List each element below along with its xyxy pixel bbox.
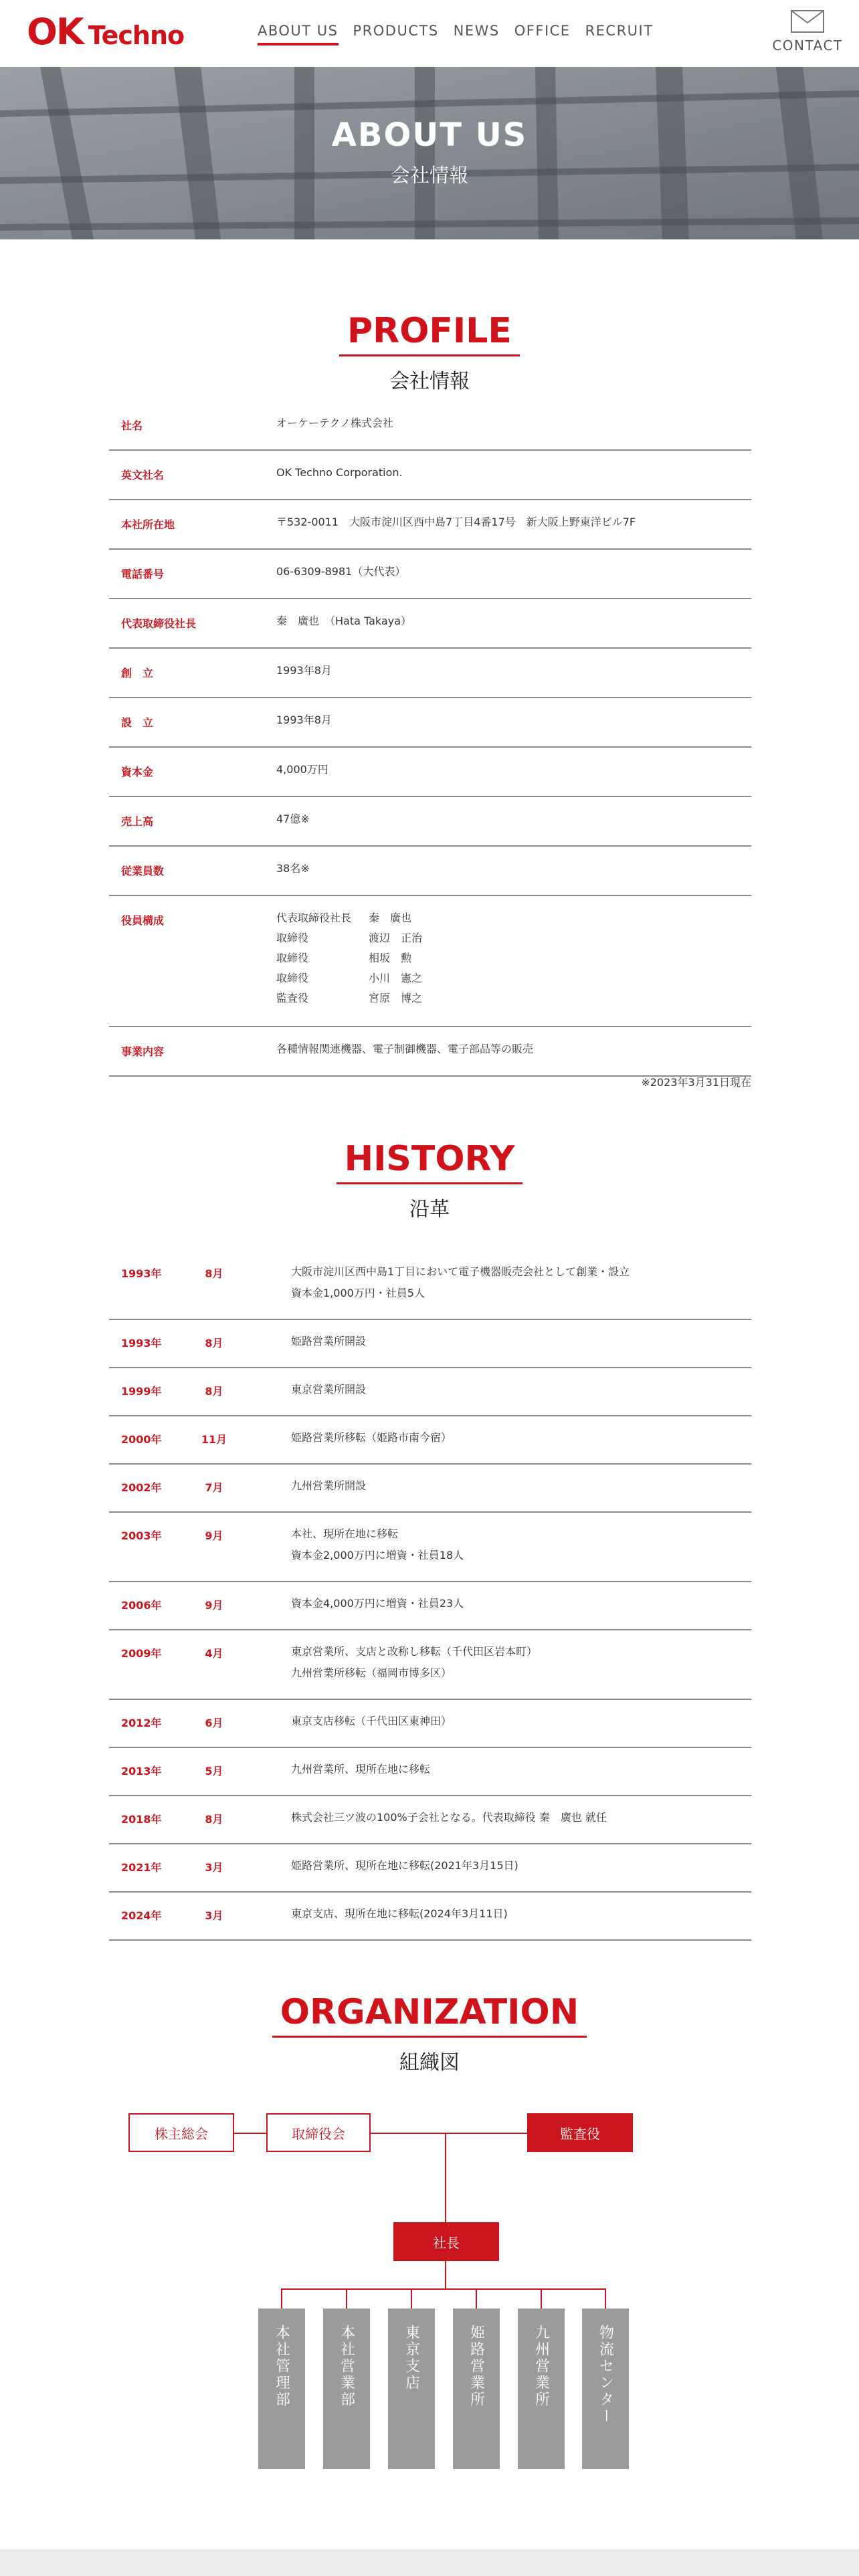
history-text — [258, 1855, 518, 1876]
main-nav — [258, 23, 654, 45]
dept-logistics-center: 物流センター — [582, 2309, 629, 2469]
history-year: 2006年 — [121, 1599, 162, 1612]
organization-title-ja: 組織図 — [399, 2051, 460, 2074]
hero-subtitle: 会社情報 — [390, 164, 468, 187]
row-label: 事業内容 — [121, 1045, 165, 1058]
organization-chart — [0, 2100, 859, 2474]
history-table — [109, 1251, 751, 1941]
officer-entry — [276, 908, 422, 928]
table-row — [109, 550, 751, 599]
history-line: 九州営業所、現所在地に移転 — [291, 1763, 431, 1776]
history-text — [258, 1711, 452, 1732]
history-month: 6月 — [205, 1717, 223, 1729]
nav-news[interactable]: NEWS — [453, 23, 500, 39]
history-text — [258, 1331, 366, 1352]
logo-ok-text: OK — [27, 11, 83, 53]
row-label: 本社所在地 — [121, 518, 175, 531]
contact-label: CONTACT — [772, 37, 843, 53]
organization-title-en: ORGANIZATION — [272, 1990, 587, 2038]
history-heading — [0, 1137, 859, 1222]
org-auditor-box: 監査役 — [527, 2113, 633, 2152]
officer-entry — [276, 948, 422, 968]
history-row — [109, 1844, 751, 1893]
organization-heading — [0, 1990, 859, 2075]
history-line: 東京営業所、支店と改称し移転（千代田区岩本町） — [291, 1645, 538, 1658]
table-row — [109, 797, 751, 847]
row-label: 代表取締役社長 — [121, 617, 197, 630]
dept-kyushu-office: 九州営業所 — [518, 2309, 565, 2469]
history-year: 2003年 — [121, 1529, 162, 1542]
history-row — [109, 1893, 751, 1941]
officer-role: 取締役 — [276, 932, 309, 944]
history-month: 5月 — [205, 1765, 223, 1778]
table-row — [109, 401, 751, 451]
officer-entry — [276, 988, 422, 1008]
history-line: 東京支店移転（千代田区東神田） — [291, 1715, 452, 1727]
history-line: 姫路営業所移転（姫路市南今宿） — [291, 1431, 452, 1444]
site-header — [0, 0, 859, 67]
history-text — [258, 1427, 452, 1448]
history-row — [109, 1320, 751, 1368]
row-label: 役員構成 — [121, 914, 165, 927]
history-row — [109, 1582, 751, 1630]
connector-line — [445, 2261, 446, 2289]
history-year: 1993年 — [121, 1267, 162, 1280]
table-row — [109, 847, 751, 896]
officer-name: 宮原 博之 — [369, 992, 423, 1004]
history-row — [109, 1700, 751, 1748]
history-year: 2002年 — [121, 1481, 162, 1494]
history-line: 資本金1,000万円・社員5人 — [291, 1287, 425, 1299]
history-year: 2009年 — [121, 1647, 162, 1660]
row-value: 06-6309-8981（大代表） — [276, 565, 406, 578]
officer-entry — [276, 968, 422, 988]
history-month: 8月 — [205, 1337, 223, 1350]
table-row — [109, 748, 751, 797]
history-row — [109, 1368, 751, 1416]
row-label: 社名 — [121, 419, 143, 432]
history-text — [258, 1759, 430, 1780]
connector-line — [346, 2288, 347, 2309]
history-text — [258, 1475, 366, 1497]
history-line: 株式会社三ツ波の100%子会社となる。代表取締役 秦 廣也 就任 — [291, 1811, 607, 1824]
history-line: 資本金2,000万円に増資・社員18人 — [291, 1549, 464, 1562]
history-line: 九州営業所移転（福岡市博多区） — [291, 1667, 452, 1679]
history-row — [109, 1748, 751, 1796]
connector-line — [281, 2288, 282, 2309]
history-line: 姫路営業所、現所在地に移転(2021年3月15日) — [291, 1859, 518, 1872]
nav-about-us[interactable]: ABOUT US — [258, 23, 339, 45]
connector-line — [411, 2288, 412, 2309]
row-label: 創 立 — [121, 667, 154, 679]
history-line: 東京支店、現所在地に移転(2024年3月11日) — [291, 1907, 508, 1920]
history-year: 2000年 — [121, 1433, 162, 1446]
history-month: 3月 — [205, 1861, 223, 1874]
history-month: 11月 — [201, 1433, 227, 1446]
row-value: OK Techno Corporation. — [276, 466, 403, 479]
history-year: 1999年 — [121, 1385, 162, 1398]
row-value: 4,000万円 — [276, 763, 328, 776]
nav-recruit[interactable]: RECRUIT — [585, 23, 654, 39]
history-month: 8月 — [205, 1385, 223, 1398]
row-label: 電話番号 — [121, 568, 165, 580]
mail-icon — [790, 9, 825, 33]
row-value: 〒532-0011 大阪市淀川区西中島7丁目4番17号 新大阪上野東洋ビル7F — [276, 516, 636, 528]
row-value: 各種情報関連機器、電子制御機器、電子部品等の販売 — [276, 1043, 534, 1055]
profile-table — [109, 401, 751, 1077]
history-row — [109, 1796, 751, 1844]
history-title-en: HISTORY — [337, 1137, 523, 1184]
table-row — [109, 1027, 751, 1077]
history-line: 姫路営業所開設 — [291, 1335, 367, 1348]
row-label: 資本金 — [121, 766, 154, 778]
history-text — [258, 1523, 464, 1566]
connector-line — [281, 2288, 605, 2290]
officers-list — [276, 908, 422, 1008]
officers-row — [109, 896, 751, 1027]
history-year: 2024年 — [121, 1909, 162, 1922]
history-year: 1993年 — [121, 1337, 162, 1350]
contact-button[interactable] — [771, 9, 844, 53]
history-month: 7月 — [205, 1481, 223, 1494]
officer-entry — [276, 928, 422, 948]
row-value: 47億※ — [276, 813, 310, 825]
history-text — [258, 1807, 607, 1828]
row-label: 英文社名 — [121, 469, 165, 481]
row-label: 設 立 — [121, 716, 154, 729]
dept-head-office-sales: 本社営業部 — [323, 2309, 370, 2469]
history-year: 2012年 — [121, 1717, 162, 1729]
history-row — [109, 1513, 751, 1582]
history-year: 2013年 — [121, 1765, 162, 1778]
table-row — [109, 649, 751, 698]
table-row — [109, 698, 751, 748]
company-logo[interactable] — [27, 12, 184, 52]
logo-techno-text: Techno — [88, 21, 185, 50]
officer-role: 監査役 — [276, 992, 309, 1004]
history-year: 2021年 — [121, 1861, 162, 1874]
history-text — [258, 1903, 508, 1925]
history-row — [109, 1251, 751, 1320]
officer-name: 相坂 勲 — [369, 952, 412, 964]
dept-head-office-admin: 本社管理部 — [258, 2309, 305, 2469]
history-month: 8月 — [205, 1267, 223, 1280]
officer-role: 取締役 — [276, 972, 309, 984]
connector-line — [371, 2133, 527, 2134]
profile-title-en: PROFILE — [339, 309, 520, 356]
connector-line — [476, 2288, 477, 2309]
history-line: 九州営業所開設 — [291, 1479, 367, 1492]
row-label: 売上高 — [121, 815, 154, 828]
row-value: 1993年8月 — [276, 664, 332, 677]
history-month: 3月 — [205, 1909, 223, 1922]
footer-band — [0, 2549, 859, 2576]
history-row — [109, 1465, 751, 1513]
profile-footnote: ※2023年3月31日現在 — [641, 1076, 751, 1089]
connector-line — [445, 2133, 446, 2228]
nav-office[interactable]: OFFICE — [514, 23, 571, 39]
officer-name: 渡辺 正治 — [369, 932, 423, 944]
history-row — [109, 1630, 751, 1700]
connector-line — [605, 2288, 606, 2309]
connector-line — [234, 2133, 266, 2134]
history-row — [109, 1416, 751, 1465]
profile-title-ja: 会社情報 — [389, 370, 470, 393]
table-row — [109, 451, 751, 500]
row-label: 従業員数 — [121, 865, 165, 877]
history-year: 2018年 — [121, 1813, 162, 1826]
org-board-box: 取締役会 — [266, 2113, 371, 2152]
org-president-box: 社長 — [393, 2222, 499, 2261]
table-row — [109, 599, 751, 649]
history-title-ja: 沿革 — [409, 1198, 450, 1221]
row-value: オーケーテクノ株式会社 — [276, 417, 394, 429]
profile-heading — [0, 309, 859, 394]
row-value: 1993年8月 — [276, 714, 332, 726]
history-line: 資本金4,000万円に増資・社員23人 — [291, 1597, 464, 1610]
officer-role: 代表取締役社長 — [276, 911, 352, 924]
org-shareholders-box: 株主総会 — [128, 2113, 234, 2152]
officer-role: 取締役 — [276, 952, 309, 964]
row-value: 秦 廣也 （Hata Takaya） — [276, 615, 411, 627]
nav-products[interactable]: PRODUCTS — [353, 23, 439, 39]
history-line: 大阪市淀川区西中島1丁目において電子機器販売会社として創業・設立 — [291, 1265, 630, 1278]
history-text — [258, 1641, 537, 1684]
history-line: 本社、現所在地に移転 — [291, 1527, 399, 1540]
history-line: 東京営業所開設 — [291, 1383, 367, 1396]
row-value: 38名※ — [276, 862, 310, 875]
officer-name: 秦 廣也 — [369, 911, 412, 924]
dept-himeji-office: 姫路営業所 — [453, 2309, 500, 2469]
history-month: 8月 — [205, 1813, 223, 1826]
dept-tokyo-branch: 東京支店 — [388, 2309, 435, 2469]
history-text — [258, 1261, 630, 1304]
connector-line — [541, 2288, 542, 2309]
hero-title: ABOUT US — [331, 116, 528, 154]
table-row — [109, 500, 751, 550]
officer-name: 小川 憲之 — [369, 972, 423, 984]
history-month: 9月 — [205, 1529, 223, 1542]
history-month: 9月 — [205, 1599, 223, 1612]
history-text — [258, 1379, 366, 1400]
history-month: 4月 — [205, 1647, 223, 1660]
hero-banner — [0, 67, 859, 239]
history-text — [258, 1593, 464, 1614]
